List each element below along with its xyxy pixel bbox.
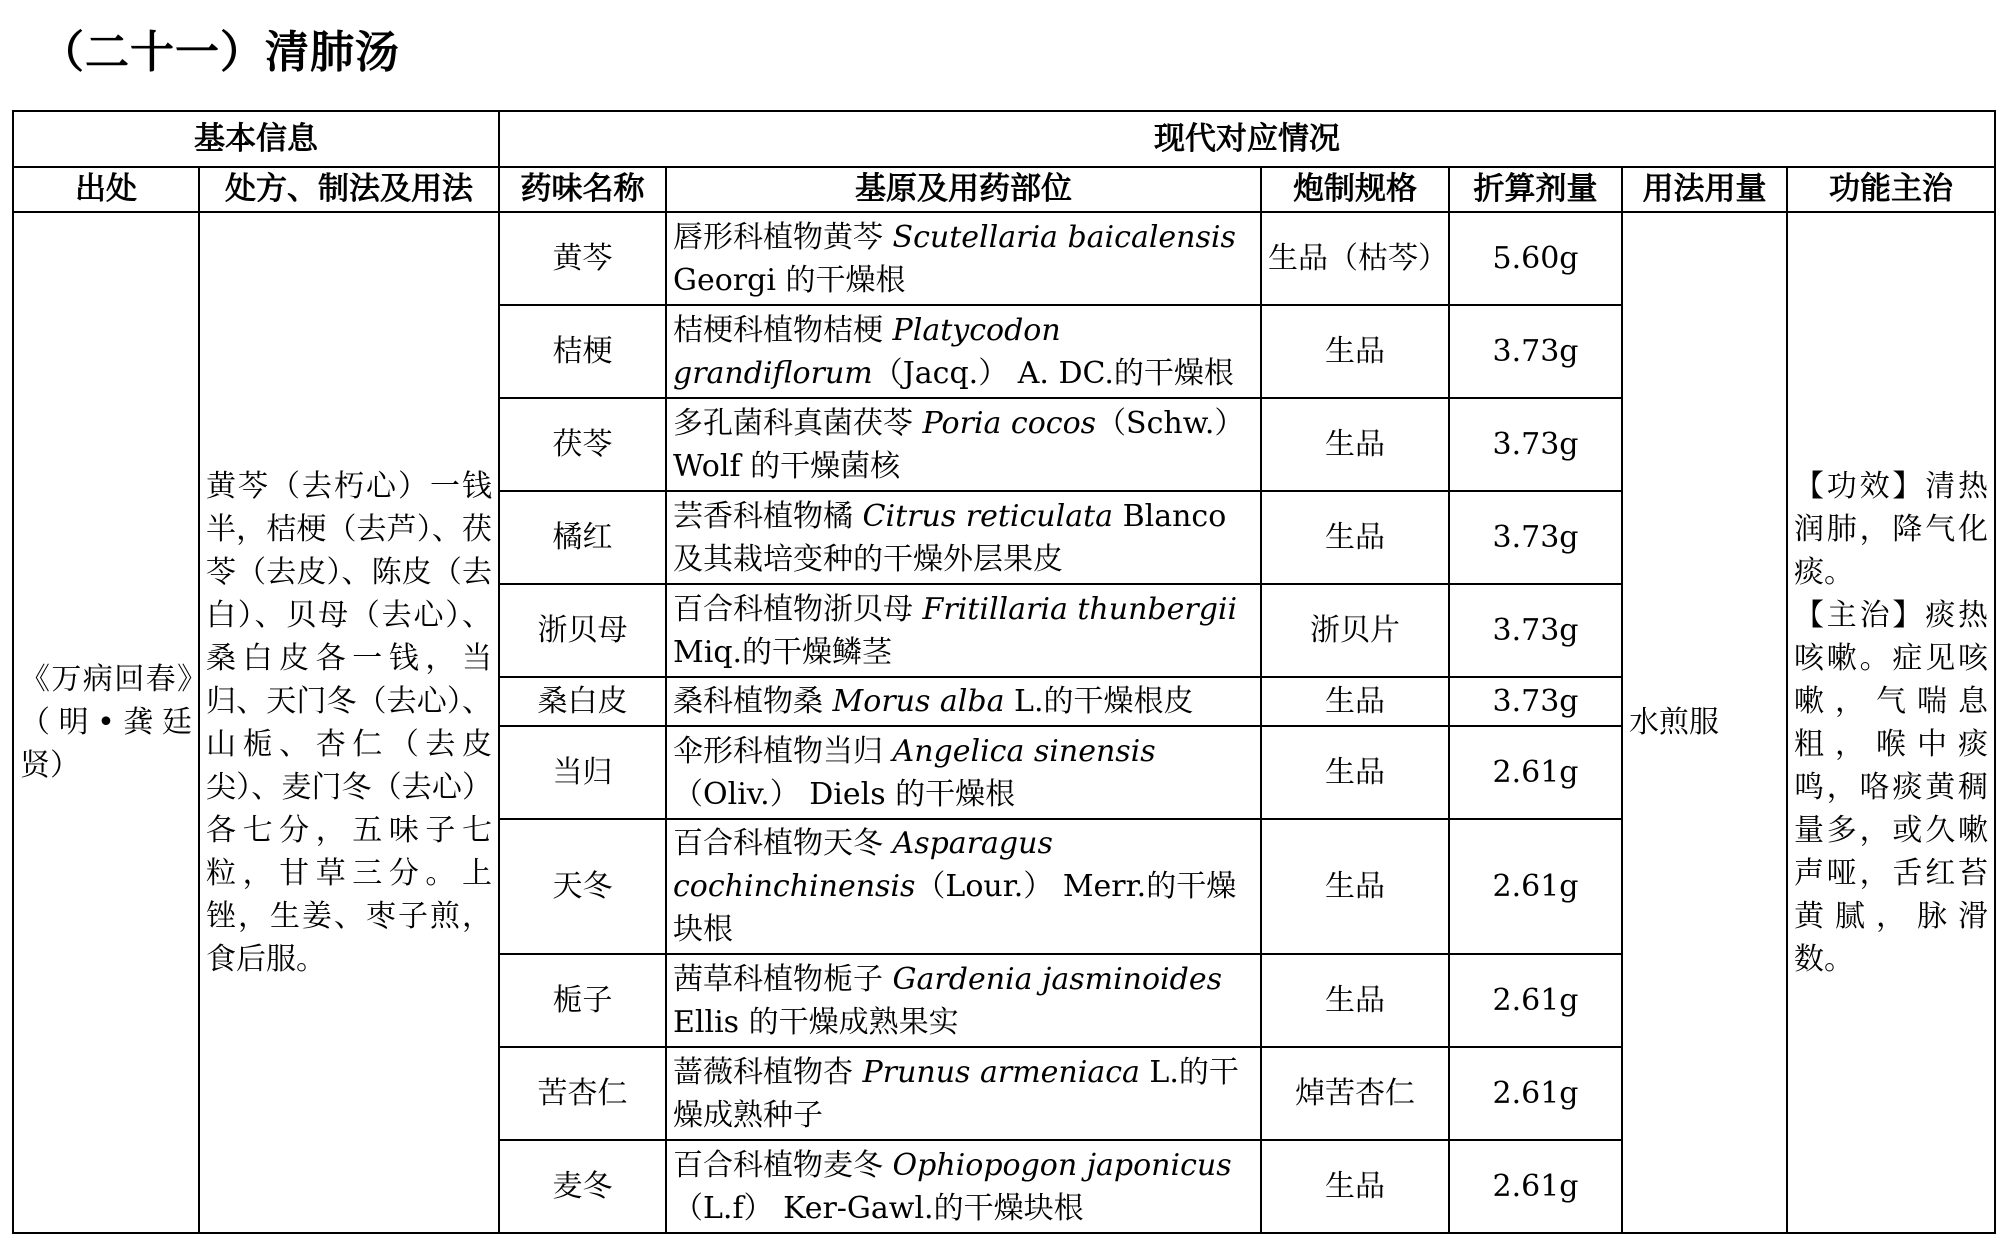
base-part-cell [666, 1140, 1261, 1233]
dose-cell: 2.61g [1449, 1140, 1622, 1233]
function-cell [1787, 212, 1995, 1233]
dose-cell: 5.60g [1449, 212, 1622, 305]
base-part-prefix: 百合科植物麦冬 [673, 1147, 893, 1183]
dose-cell: 3.73g [1449, 305, 1622, 398]
base-part-prefix: 茜草科植物栀子 [673, 961, 893, 997]
herb-name-cell: 麦冬 [499, 1140, 666, 1233]
herb-name-cell: 栀子 [499, 954, 666, 1047]
col-header-herb-name: 药味名称 [499, 167, 666, 212]
table-row [13, 212, 1995, 305]
base-part-prefix: 蔷薇科植物杏 [673, 1054, 863, 1090]
source-cell: 《万病回春》（明•龚廷贤） [13, 212, 199, 1233]
herb-name-cell: 当归 [499, 726, 666, 819]
base-part-prefix: 唇形科植物黄芩 [673, 219, 893, 255]
processing-cell: 生品 [1261, 491, 1449, 584]
col-header-dose: 折算剂量 [1449, 167, 1622, 212]
latin-name: Gardenia jasminoides [892, 961, 1222, 997]
base-part-prefix: 百合科植物浙贝母 [673, 591, 923, 627]
dose-cell: 3.73g [1449, 398, 1622, 491]
base-part-cell [666, 212, 1261, 305]
group-header-basic: 基本信息 [13, 111, 499, 167]
efficacy-text: 【功效】清热润肺，降气化痰。 [1794, 468, 1989, 590]
prescription-cell: 黄芩（去朽心）一钱半，桔梗（去芦）、茯苓（去皮）、陈皮（去白）、贝母（去心）、桑白皮各一钱，当归、天门冬（去心）、山栀、杏仁（去皮尖）、麦门冬（去心）各七分，五味子七粒，甘草三分。上锉，生姜、枣子煎，食后服。 [199, 212, 499, 1233]
processing-cell: 生品 [1261, 726, 1449, 819]
base-part-prefix: 桑科植物桑 [673, 684, 833, 719]
latin-name: Scutellaria baicalensis [892, 219, 1236, 255]
prescription-table [12, 110, 1996, 1234]
col-header-source: 出处 [13, 167, 199, 212]
base-part-prefix: 多孔菌科真菌茯苓 [673, 405, 923, 441]
processing-cell: 生品（枯芩） [1261, 212, 1449, 305]
base-part-suffix: L.的干燥成熟种子 [673, 1054, 1239, 1133]
dose-cell: 2.61g [1449, 1047, 1622, 1140]
latin-name: Ophiopogon japonicus [892, 1147, 1232, 1183]
herb-name-cell: 苦杏仁 [499, 1047, 666, 1140]
processing-cell: 焯苦杏仁 [1261, 1047, 1449, 1140]
herb-name-cell: 桑白皮 [499, 677, 666, 726]
processing-cell: 生品 [1261, 1140, 1449, 1233]
indication-text: 【主治】痰热咳嗽。症见咳嗽，气喘息粗，喉中痰鸣，咯痰黄稠量多，或久嗽声哑，舌红苔黄腻，脉滑数。 [1794, 597, 1989, 977]
latin-name: Asparagus cochinchinensis [673, 826, 1053, 904]
base-part-cell [666, 677, 1261, 726]
base-part-suffix: （Jacq.） A. DC.的干燥根 [872, 355, 1234, 391]
base-part-cell [666, 819, 1261, 954]
herb-name-cell: 桔梗 [499, 305, 666, 398]
base-part-cell [666, 491, 1261, 584]
base-part-suffix: （Schw.） Wolf 的干燥菌核 [673, 405, 1245, 484]
base-part-cell [666, 954, 1261, 1047]
dose-cell: 2.61g [1449, 726, 1622, 819]
herb-name-cell: 茯苓 [499, 398, 666, 491]
processing-cell: 生品 [1261, 305, 1449, 398]
col-header-usage: 用法用量 [1622, 167, 1787, 212]
base-part-prefix: 桔梗科植物桔梗 [673, 312, 893, 348]
herb-table-body [13, 212, 1995, 1233]
latin-name: Citrus reticulata [862, 498, 1114, 534]
dose-cell: 3.73g [1449, 677, 1622, 726]
latin-name: Platycodon grandiflorum [673, 312, 1061, 391]
dose-cell: 3.73g [1449, 491, 1622, 584]
base-part-prefix: 芸香科植物橘 [673, 498, 863, 534]
page-title: （二十一）清肺汤 [40, 27, 400, 78]
base-part-suffix: Miq.的干燥鳞茎 [673, 634, 893, 670]
herb-name-cell: 橘红 [499, 491, 666, 584]
base-part-suffix: Ellis 的干燥成熟果实 [673, 1004, 959, 1040]
processing-cell: 生品 [1261, 677, 1449, 726]
latin-name: Prunus armeniaca [862, 1054, 1140, 1090]
base-part-suffix: L.的干燥根皮 [1004, 684, 1194, 719]
base-part-cell [666, 305, 1261, 398]
col-header-base-part: 基原及用药部位 [666, 167, 1261, 212]
base-part-suffix: （Oliv.） Diels 的干燥根 [673, 776, 1016, 812]
latin-name: Morus alba [832, 684, 1005, 719]
group-header-modern: 现代对应情况 [499, 111, 1995, 167]
dose-cell: 2.61g [1449, 954, 1622, 1047]
base-part-cell [666, 584, 1261, 677]
processing-cell: 生品 [1261, 954, 1449, 1047]
usage-cell: 水煎服 [1622, 212, 1787, 1233]
latin-name: Poria cocos [922, 405, 1097, 441]
base-part-suffix: Blanco 及其栽培变种的干燥外层果皮 [673, 498, 1227, 577]
base-part-cell [666, 1047, 1261, 1140]
dose-cell: 2.61g [1449, 819, 1622, 954]
herb-name-cell: 浙贝母 [499, 584, 666, 677]
processing-cell: 浙贝片 [1261, 584, 1449, 677]
base-part-cell [666, 726, 1261, 819]
latin-name: Angelica sinensis [892, 733, 1156, 769]
herb-name-cell: 黄芩 [499, 212, 666, 305]
base-part-cell [666, 398, 1261, 491]
herb-name-cell: 天冬 [499, 819, 666, 954]
processing-cell: 生品 [1261, 819, 1449, 954]
col-header-function: 功能主治 [1787, 167, 1995, 212]
base-part-prefix: 百合科植物天冬 [673, 826, 893, 861]
base-part-prefix: 伞形科植物当归 [673, 733, 893, 769]
latin-name: Fritillaria thunbergii [922, 591, 1238, 627]
base-part-suffix: Georgi 的干燥根 [673, 262, 906, 298]
base-part-suffix: （L.f） Ker-Gawl.的干燥块根 [673, 1190, 1084, 1226]
col-header-prescription: 处方、制法及用法 [199, 167, 499, 212]
processing-cell: 生品 [1261, 398, 1449, 491]
dose-cell: 3.73g [1449, 584, 1622, 677]
base-part-suffix: （Lour.） Merr.的干燥块根 [673, 869, 1237, 947]
col-header-processing: 炮制规格 [1261, 167, 1449, 212]
